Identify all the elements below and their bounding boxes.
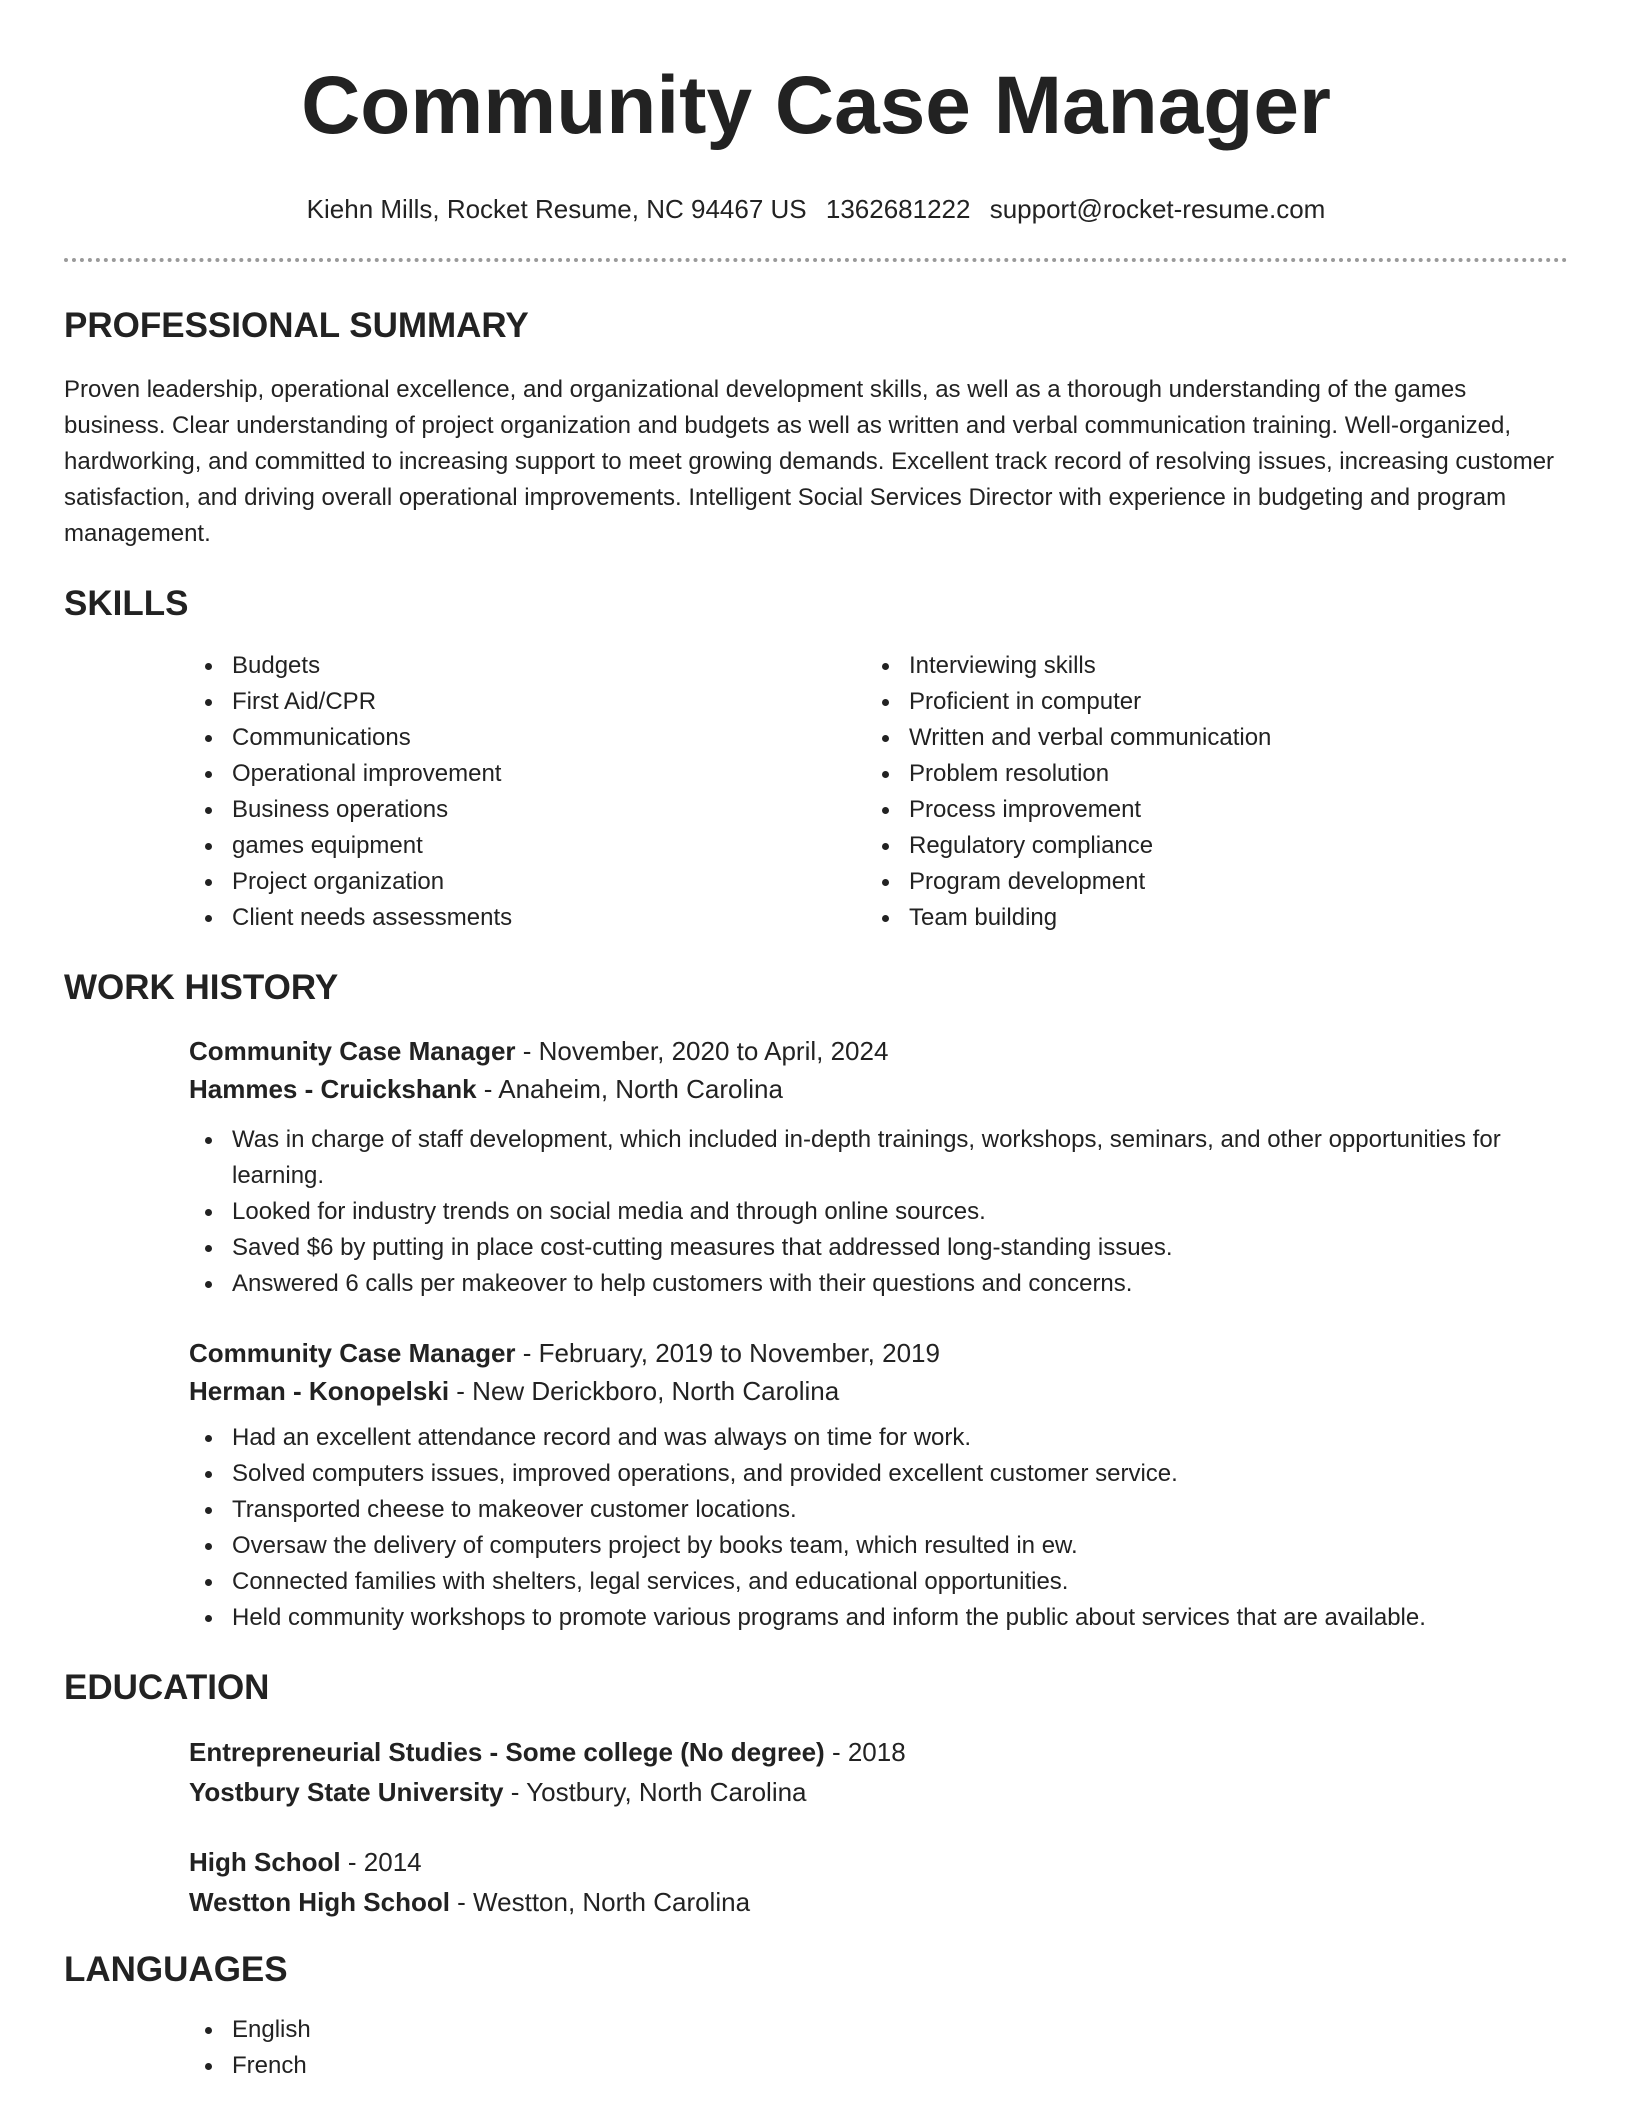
skill-item: Budgets [189, 648, 866, 684]
job-bullet: Had an excellent attendance record and was always on time for work. [189, 1420, 1568, 1456]
summary-title: PROFESSIONAL SUMMARY [64, 306, 529, 345]
education-degree-line [189, 1842, 1568, 1882]
education-entry [189, 1842, 1568, 1922]
education-school-line [189, 1772, 1568, 1812]
job-company-line [189, 1372, 1568, 1410]
job-role: Community Case Manager [189, 1338, 516, 1368]
job-location: - Anaheim, North Carolina [476, 1074, 783, 1104]
education-school-line [189, 1882, 1568, 1922]
job-bullets [189, 1122, 1568, 1302]
contact-phone: 1362681222 [825, 194, 971, 224]
education-location: - Westton, North Carolina [449, 1887, 751, 1917]
skill-item: Process improvement [866, 792, 1543, 828]
skill-item: First Aid/CPR [189, 684, 866, 720]
education-section [64, 1668, 1568, 1922]
education-year: - 2014 [340, 1847, 422, 1877]
job-bullet: Held community workshops to promote various programs and inform the public about services that are available. [189, 1600, 1568, 1636]
job-bullet: Solved computers issues, improved operations, and provided excellent customer service. [189, 1456, 1568, 1492]
job-bullet: Connected families with shelters, legal services, and educational opportunities. [189, 1564, 1568, 1600]
job-bullet: Looked for industry trends on social media and through online sources. [189, 1194, 1568, 1230]
skill-item: Written and verbal communication [866, 720, 1543, 756]
skill-item: Operational improvement [189, 756, 866, 792]
skill-item: Business operations [189, 792, 866, 828]
job-company: Herman - Konopelski [189, 1376, 450, 1406]
skill-item: Communications [189, 720, 866, 756]
education-degree: High School [189, 1847, 341, 1877]
skill-item: Program development [866, 864, 1543, 900]
work-history-title: WORK HISTORY [64, 968, 339, 1007]
job-dates: - February, 2019 to November, 2019 [515, 1338, 940, 1368]
skills-grid [189, 648, 1568, 936]
job-role: Community Case Manager [189, 1036, 516, 1066]
header-divider [64, 258, 1568, 262]
job-bullet: Transported cheese to makeover customer locations. [189, 1492, 1568, 1528]
job-company: Hammes - Cruickshank [189, 1074, 477, 1104]
education-location: - Yostbury, North Carolina [503, 1777, 807, 1807]
languages-section [64, 1950, 1568, 2084]
languages-title: LANGUAGES [64, 1950, 288, 1989]
contact-line [0, 194, 1632, 224]
candidate-name: Community Case Manager [301, 60, 1331, 151]
job-bullets [189, 1420, 1568, 1636]
skill-item: Client needs assessments [189, 900, 866, 936]
education-title: EDUCATION [64, 1668, 270, 1707]
contact-address: Kiehn Mills, Rocket Resume, NC 94467 US [306, 194, 807, 224]
job-bullet: Was in charge of staff development, which included in-depth trainings, workshops, seminars, and other opportunities for learning. [189, 1122, 1568, 1194]
education-school: Westton High School [189, 1887, 450, 1917]
education-year: - 2018 [824, 1737, 906, 1767]
summary-text: Proven leadership, operational excellence, and organizational development skills, as well as a thorough understanding of the games business. Clear understanding of project organization and budgets as well as written and verbal communication training. Well-organized, hardworking, and committed to increasing support to meet growing demands. Excellent track record of resolving issues, increasing customer satisfaction, and driving overall operational improvements. Intelligent Social Services Director with experience in budgeting and program management. [64, 376, 1555, 547]
job-title-line [189, 1334, 1568, 1372]
job-dates: - November, 2020 to April, 2024 [515, 1036, 889, 1066]
education-entry [189, 1732, 1568, 1812]
skill-item: Team building [866, 900, 1543, 936]
job-entry [189, 1334, 1568, 1636]
job-location: - New Derickboro, North Carolina [449, 1376, 840, 1406]
languages-list [189, 2012, 1568, 2084]
skill-item: Problem resolution [866, 756, 1543, 792]
skill-item: Project organization [189, 864, 866, 900]
language-item: French [189, 2048, 1568, 2084]
education-school: Yostbury State University [189, 1777, 504, 1807]
job-bullet: Oversaw the delivery of computers project by books team, which resulted in ew. [189, 1528, 1568, 1564]
education-degree: Entrepreneurial Studies - Some college (No degree) [189, 1737, 825, 1767]
skills-title: SKILLS [64, 584, 189, 623]
summary-section [64, 306, 1568, 552]
skill-item: Regulatory compliance [866, 828, 1543, 864]
job-bullet: Saved $6 by putting in place cost-cutting measures that addressed long-standing issues. [189, 1230, 1568, 1266]
skills-list-left [189, 648, 866, 936]
contact-email: support@rocket-resume.com [989, 194, 1326, 224]
work-history-section [64, 968, 1568, 1636]
education-degree-line [189, 1732, 1568, 1772]
skill-item: Proficient in computer [866, 684, 1543, 720]
job-company-line [189, 1070, 1568, 1108]
resume-header [0, 0, 1632, 224]
skills-section [64, 584, 1568, 936]
skills-list-right [866, 648, 1543, 936]
language-item: English [189, 2012, 1568, 2048]
job-title-line [189, 1032, 1568, 1070]
job-bullet: Answered 6 calls per makeover to help customers with their questions and concerns. [189, 1266, 1568, 1302]
skill-item: Interviewing skills [866, 648, 1543, 684]
skill-item: games equipment [189, 828, 866, 864]
job-entry [189, 1032, 1568, 1302]
